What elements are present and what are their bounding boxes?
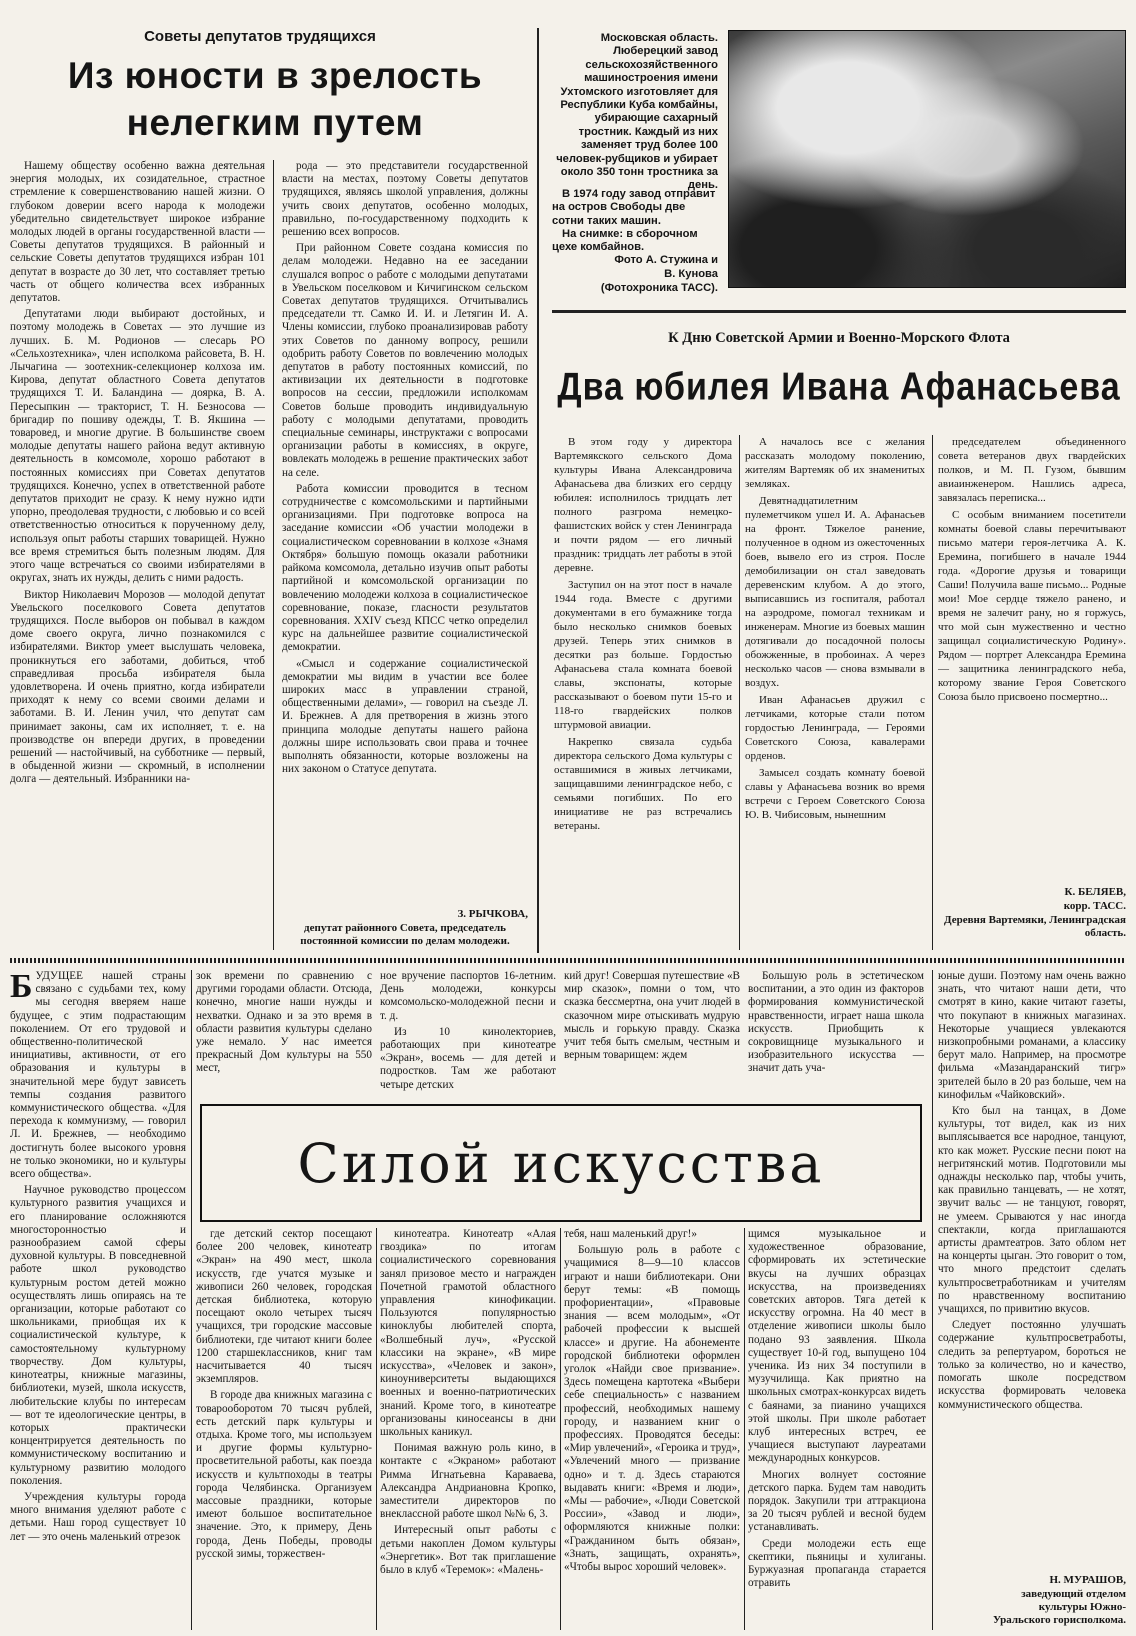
photo-credit-2: В. Кунова	[664, 268, 718, 280]
paragraph: Большую роль в работе с учащимися 8—9—10 классов играют и наши библиотекари. Они берут темы: «В помощь профориентации», «Правовые знания — всем молодым», «От рабочей профессии к высшей классе» и другие. На абонементе городской библиотеки оформлен уголок «Найди свое призвание». Здесь помещена картотека «Выбери себе специальность» с названием профессий, необходимых нашему городу, и названием книг о профессиях. Проводятся беседы: «Мир увлечений», «Героика и труд», «Увлечений много — призвание одно» и т. д. Здесь стараются выдавать книги: «Время и люди», «Мы — рабочие», «Люди Советской России», «Завод и люди», оформляются книжные полки: «Гражданином быть обязан», «Знать, защищать, охранять», «Чтобы вырос хороший человек».	[564, 1244, 740, 1574]
article3-col4-top	[564, 970, 740, 1100]
photo-credit-3: (Фотохроника ТАСС).	[600, 282, 718, 294]
paragraph: Интересный опыт работы с детьми накоплен Домом культуры «Энергетик». Вот так приглашение было в клуб «Теремок»: «Малень-	[380, 1524, 556, 1577]
paragraph: Девятнадцатилетним пулеметчиком ушел И. А. Афанасьев на фронт. Тяжелое ранение, полученное в одном из ожесточенных боев, вывело его из строя. После демобилизации он стал заведовать деревенским клубом. А до этого, выписавшись из госпиталя, работал на аэродроме, помогал техникам и инженерам. Многие из боевых машин дотягивали до посадочной полосы обожженные, в пробоинах. А через несколько часов — снова взмывали в воздух.	[745, 495, 925, 689]
article3-colB	[380, 1228, 556, 1630]
article2-signature-place: Деревня Вартемяки, Ленинградская область.	[944, 914, 1126, 939]
paragraph: Следует постоянно улучшать содержание культпросветработы, следить за репертуаром, бороться не только за количество, но и качество, помогать школе посредством искусства формировать человека коммунистического общества.	[938, 1319, 1126, 1411]
column-divider	[744, 1228, 745, 1630]
section-rule	[552, 310, 1126, 313]
article1-rubric: Советы депутатов трудящихся	[144, 28, 376, 45]
paragraph: Кто был на танцах, в Доме культуры, тот видел, как из них выплясывается все народное, танцуют, кто как может. Русские песни поют на негритянский мотив. Подготовили мы однажды несколько пар, чтобы учить, как правильно танцевать, — не хотят, звучит вальс — не танцуют, говорят, не умеем. Срываются у нас иногда спектакли, когда приглашаются артисты драмтеатров. Зато облом нет на концерты цыган. Это говорит о том, что много предстоит сделать культпросветработникам и учителям по нравственному воспитанию учащихся, по привитию вкусов.	[938, 1105, 1126, 1316]
article1-col1	[10, 160, 265, 952]
column-divider	[560, 1228, 561, 1630]
paragraph: где детский сектор посещают более 200 человек, кинотеатр «Экран» на 490 мест, школа искусств, где учатся музыке и живописи 260 человек, городская детская библиотека, которую посещают около четырех тысяч учащихся, три городские массовые библиотеки, где читают книги более 1200 старшеклассников, книг там насчитывается 40 тысяч экземпляров.	[196, 1228, 372, 1386]
paragraph: председателем объединенного совета ветеранов двух гвардейских полков, и М. П. Гузом, бывшим авиаинженером. Нашлись адреса, завязалась переписка...	[938, 436, 1126, 504]
lead-text: УДУЩЕЕ нашей страны связано с судьбами тех, кому мы сегодня вверяем наше будущее, с этим подрастающим поколением. От его трудовой и общественно-политической инициативы, активности, от его образования и культуры в значительной мере будут зависеть темпы создания развитого коммунистического общества. «Для перехода к коммунизму, — говорил Л. И. Брежнев, — необходимо достигнуть более высокого уровня не только экономики, но и культуры всего общества».	[10, 970, 186, 1181]
article2-col3	[938, 435, 1126, 867]
photo-credit-1: Фото А. Стужина и	[614, 254, 718, 266]
article2-signature-name: К. БЕЛЯЕВ,	[1064, 886, 1126, 898]
article3-col1	[10, 970, 186, 1630]
column-divider	[537, 28, 539, 953]
paragraph: Многих волнует состояние детского парка. Будем там наводить порядок. Закупили три аттракциона за 20 тысяч рублей и весной будем устанавливать.	[748, 1468, 926, 1534]
paragraph: «Смысл и содержание социалистической демократии мы видим в участии все более широких масс в управлении страной, общественными делами», — говорил на съезде Л. И. Брежнев. А для претворения в жизнь этого принципа молодые депутаты нашего района должны шире использовать свои права и точнее выполнять обязанности, которые возложены на них законом о Статусе депутата.	[282, 657, 528, 776]
article2-rubric: К Дню Советской Армии и Военно-Морского Флота	[668, 330, 1010, 346]
paragraph: Понимая важную роль кино, в контакте с «Экраном» работают Римма Игнатьевна Караваева, Александра Андриановна Кропко, заместители директоров по внеклассной работе школ №№ 6, 3.	[380, 1442, 556, 1521]
photo-caption-3: На снимке: в сборочном цехе комбайнов.	[552, 228, 698, 254]
paragraph: рода — это представители государственной власти на местах, поэтому Советы депутатов трудящихся, являясь школой управления, должны учить своих депутатов, особенно молодых, правильно, по-государственному подходить к решению всех вопросов.	[282, 160, 528, 239]
article3-colC	[564, 1228, 740, 1630]
article3-col6	[938, 970, 1126, 1570]
article1-col2	[282, 160, 528, 908]
column-divider	[376, 1228, 377, 1630]
column-divider	[739, 435, 740, 950]
paragraph: Иван Афанасьев дружил с летчиками, которые стали потом гордостью Ленинграда, — Героями Советского Союза, кавалерами орденов.	[745, 694, 925, 762]
paragraph: тебя, наш маленький друг!»	[564, 1228, 697, 1240]
article1-signature-desc: депутат районного Совета, председатель постоянной комиссии по делам молодежи.	[300, 922, 510, 947]
article2-signature-desc: корр. ТАСС.	[1063, 900, 1126, 912]
paragraph: Накрепко связала судьба директора сельского Дома культуры с оставшимися в живых летчиками, защищавшими ленинградское небо, с семьями погибших. По его инициативе не раз встречались ветераны.	[554, 736, 732, 832]
paragraph: Заступил он на этот пост в начале 1944 года. Вместе с другими документами в его бумажнике тогда было несколько снимков боевых друзей. Теперь этих снимков в десятки раз больше. Гордостью Афанасьева стала комната боевой славы, экспонаты, которые рассказывают о боевом пути 15-го и 118-го гвардейских полков штурмовой авиации.	[554, 579, 732, 731]
combine-harvester-photo	[728, 30, 1126, 288]
paragraph: Депутатами люди выбирают достойных, и поэтому молодежь в Советах — это лучшие из лучших. Б. М. Родионов — слесарь РО «Сельхозтехника», член исполкома райсовета, В. Н. Лычагина — зоотехник-селекционер колхоза им. Кирова, депутат областного Совета депутатов трудящихся Т. И. Баландина — доярка, В. А. Пересыпкин — тракторист, Т. Н. Безносова — бригадир по пошиву одежды, Т. В. Якшина — товаровед, и многие другие. В большинстве своем молодые депутаты нашего района ведут активную деятельность в комсомоле, хорошо работают в постоянных комиссиях при Советах депутатов трудящихся. Конечно, успех в ответственной работе депутатов приходит не сразу. К нему нужно идти упорно, преодолевая трудности, с любовью и со всей ответственностью относиться к порученному делу, используя опыт работы старших товарищей. Нужно все время стремиться быть полезным людям. Для этого чаще встречаться со своими избирателями в округах, знать их нужды, делить с ними радость.	[10, 308, 265, 585]
article3-headline: Силой искусства	[200, 1104, 922, 1222]
paragraph: ное вручение паспортов 16-летним. День молодежи, конкурсы комсомольско-молодежной песни и т. д.	[380, 970, 556, 1022]
paragraph: В этом году у директора Вартемякского сельского Дома культуры Ивана Александровича Афанасьева два близких его сердцу юбилея: исполнилось тридцать лет полного разгрома немецко-фашистских войск у стен Ленинграда и почти рядом — его личный праздник: тридцать лет работы в этой деревне.	[554, 436, 732, 574]
article2-col2	[745, 435, 925, 950]
section-separator	[10, 958, 1126, 963]
paragraph: Учреждения культуры города много внимания уделяют работе с детьми. Наш город существует 10 лет — это очень маленький отрезок	[10, 1490, 186, 1543]
article2-col1	[554, 435, 732, 950]
article3-signature-name: Н. МУРАШОВ,	[1049, 1574, 1126, 1586]
paragraph: При районном Совете создана комиссия по делам молодежи. Недавно на ее заседании слушался вопрос о работе с молодыми депутатами в Увельском поселковом и Кичигинском сельском Советах депутатов трудящихся. Отчитывались председатели тт. Самко И. И. и Летягин И. А. Члены комиссии, глубоко проанализировав работу этих Советов по данному вопросу, решили одобрить работу Советов по вовлечению молодых депутатов в работу постоянных комиссий, по активизации их деятельности в подготовке вопросов на сессии, предложили исполкомам Советов больше проводить индивидуальную работу с молодыми депутатами, проводить специальные семинары, инструктажи с вопросами организации работы в комиссиях, в округе, вовлекать молодежь в решение практических забот на селе.	[282, 242, 528, 479]
paragraph	[10, 970, 186, 1181]
paragraph: Среди молодежи есть еще скептики, пьяницы и хулиганы. Буржуазная пропаганда старается отравить	[748, 1537, 926, 1590]
column-divider	[273, 160, 274, 950]
column-divider	[932, 435, 933, 950]
paragraph: Большую роль в эстетическом воспитании, а это один из факторов формирования коммунистической нравственности, играет наша школа искусств. Приобщить к сокровищнице музыкального и изобразительного искусства — значит дать уча-	[748, 970, 924, 1075]
dropcap: Б	[10, 970, 33, 1005]
paragraph: Нашему обществу особенно важна деятельная энергия молодых, их созидательное, страстное стремление к совершенствованию нашей жизни. О глубоком доверии всего народа к молодежи убедительно свидетельствует широкое избрание молодых людей в органы государственной власти — Советы депутатов трудящихся. В районный и сельские Советы депутатов трудящихся избран 101 депутат в возрасте до 30 лет, что составляет третью часть от общего количества всех избранных депутатов.	[10, 160, 265, 305]
article3-col3-top	[380, 970, 556, 1100]
article3-signature-desc: заведующий отделом культуры Южно-Уральского горисполкома.	[993, 1588, 1126, 1626]
paragraph: Научное руководство процессом культурного развития учащихся и его планирование осложняются многосторонностью и разнообразием самой сферы духовной культуры. В повседневной работе школ руководство культурным ростом детей можно осуществлять лишь опираясь на те организации, которые работают со школьниками, приобщая их к социалистической культуре, к самостоятельному культурному творчеству. Дом культуры, кинотеатры, книжные магазины, библиотеки, музей, школа искусств, любительские клубы по интересам — вот те идеологические центры, в которых практически концентрируется деятельность по коммунистическому воспитанию и культурному развитию молодого поколения.	[10, 1184, 186, 1487]
article3-col2-top	[196, 970, 372, 1100]
paragraph: кий друг! Совершая путешествие «В мир сказок», помни о том, что сказка бессмертна, она учит людей в сказочном мире отыскивать мудрую мысль и горькую правду. Сказка учит тебя быть смелым, честным и верным товарищем: ждем	[564, 970, 740, 1062]
paragraph: юные души. Поэтому нам очень важно знать, что читают наши дети, что смотрят в кино, какие читают газеты, что покупают в книжных магазинах. Некоторые учащиеся увлекаются низкопробными романами, а классику берут мало. Например, на просмотре фильма «Мазандаранский тигр» зрителей было в 20 раз больше, чем на кинофильм «Чайковский».	[938, 970, 1126, 1101]
article3-colD	[748, 1228, 926, 1630]
paragraph: Работа комиссии проводится в тесном сотрудничестве с комсомольскими и партийными организациями. При подготовке вопроса на заседание комиссии «Об участии молодежи в социалистическом соревновании в колхозе «Знамя Октября» большую помощь оказали работники райкома комсомола, детально изучив опыт работы партийной и комсомольской организации по вовлечению молодежи колхоза в социалистическое соревнование, показе, гласности результатов соревнования. XXIV съезд КПСС четко определил курс на дальнейшее развитие социалистической демократии.	[282, 482, 528, 654]
paragraph: А началось все с желания рассказать молодому поколению, жителям Вартемяк об их знаменитых земляках.	[745, 436, 925, 490]
photo-caption-2: В 1974 году завод отправит на остров Свободы две сотни таких машин.	[552, 188, 716, 227]
article1-signature-name: З. РЫЧКОВА,	[457, 908, 528, 920]
paragraph: щимся музыкальное и художественное образование, сформировать их эстетические вкусы на лучших образцах искусства, на произведениях советских авторов. Тяга детей к искусству огромна. На 40 мест в отделение живописи школы было подано 93 заявления. Школа существует 10-й год, выпущено 104 ученика. Из них 34 поступили в музучилища. Как приятно на школьных смотрах-конкурсах видеть с баянами, за пианино учащихся этой школы. При школе работает клуб интересных встреч, ее учащиеся выступают лауреатами международных конкурсов.	[748, 1228, 926, 1465]
paragraph: Из 10 кинолекториев, работающих при кинотеатре «Экран», восемь — для детей и подростков. Там же работают четыре детских	[380, 1025, 556, 1091]
paragraph: С особым вниманием посетители комнаты боевой славы перечитывают письмо матери героя-летчика А. К. Еремина, погибшего в начале 1944 года. «Дорогие друзья и товарищи Саши! Получила ваше письмо... Родные мои! Мое сердце тяжело ранено, и время не залечит рану, но я горжусь, что мой сын мужественно и честно защищал социалистическую Родину». Рядом — портрет Александра Еремина — защитника ленинградского неба, которому звание Героя Советского Союза было присвоено посмертно...	[938, 509, 1126, 703]
paragraph: В городе два книжных магазина с товарооборотом 70 тысяч рублей, есть детский парк культуры и отдыха. Кроме того, мы используем и другие формы культурно-просветительной работы, как поезда искусств и культпоходы в театры города Челябинска. Организуем массовые праздники, которые имеют большое воспитательное значение. Это, к примеру, День города, День Победы, проводы русской зимы, торжествен-	[196, 1389, 372, 1560]
article3-col5-top	[748, 970, 924, 1100]
photo-caption-main: Московская область. Люберецкий завод сельскохозяйственного машиностроения имени Ухтомского изготовляет для Республики Куба комбайны, убирающие сахарный тростник. Каждый из них заменяет труд более 100 человек-рубщиков и убирает около 350 тонн тростника за день.	[556, 32, 718, 192]
paragraph: Виктор Николаевич Морозов — молодой депутат Увельского поселкового Совета депутатов трудящихся. После выборов он побывал в каждом доме своего округа, лично познакомился с избирателями. Виктор умеет выслушать человека, проникнуться его заботами, добиться, чтоб справедливая просьба избирателя была удовлетворена. И очень приятно, когда избиратели приходят к нему со всеми своими делами и заботами. В. И. Ленин учил, что депутат сам принимает законы, сам их исполняет, т. е. на производстве он впереди других, в проведении решений — настойчивый, на субботнике — первый, в обыденной жизни — скромный, в исполнении долга — деятельный. Избранники на-	[10, 588, 265, 786]
paragraph: зок времени по сравнению с другими городами области. Отсюда, конечно, многие наши нужды и нехватки. Однако и за это время в области развития культуры сделано уже немало. У нас имеется прекрасный Дом культуры на 550 мест,	[196, 970, 372, 1075]
paragraph: Замысел создать комнату боевой славы у Афанасьева возник во время встречи с Героем Советского Союза Ю. В. Чибисовым, нынешним	[745, 767, 925, 821]
article1-headline-line1: Из юности в зрелость	[67, 55, 483, 96]
article3-colA	[196, 1228, 372, 1630]
column-divider	[932, 970, 933, 1630]
column-divider	[191, 970, 192, 1630]
article1-headline-line2: нелегким путем	[126, 102, 424, 143]
article2-headline: Два юбилея Ивана Афанасьева	[557, 365, 1121, 409]
paragraph: кинотеатра. Кинотеатр «Алая гвоздика» по итогам социалистического соревнования занял призовое место и награжден Почетной грамотой областного управления кинофикации. Пользуются популярностью киноклубы любителей спорта, «Волшебный луч», «Русской классики на экране», «В мире искусства», «Человек и закон», киноуниверситеты выдающихся военных и военно-патриотических знаний. Кроме того, в кинотеатре организованы киносеансы в дни школьных каникул.	[380, 1228, 556, 1439]
